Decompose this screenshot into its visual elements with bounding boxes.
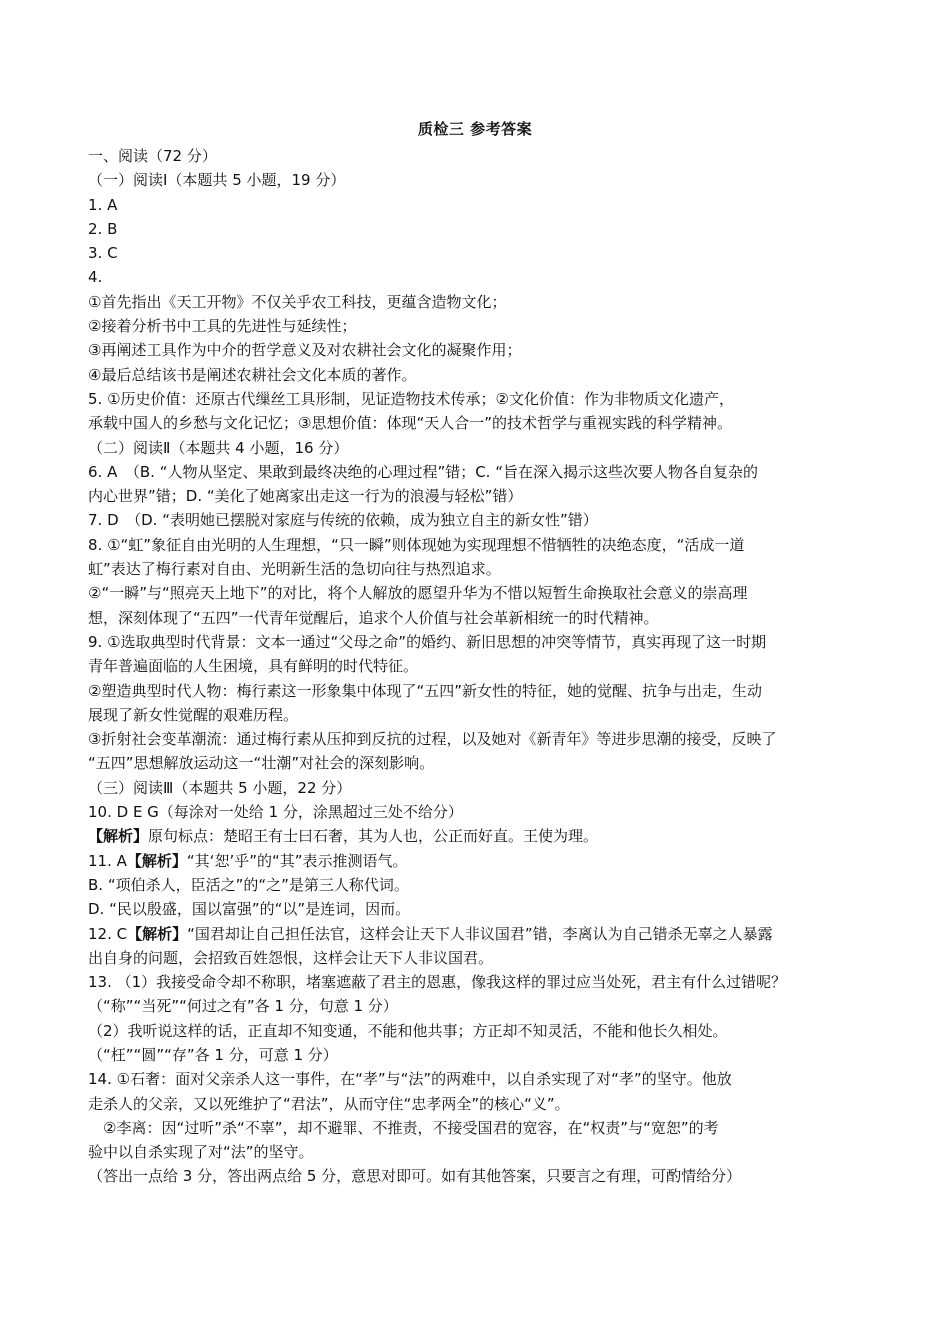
text-line: B. “项伯杀人，臣活之”的“之”是第三人称代词。 [88, 875, 409, 894]
text-line: ②接着分析书中工具的先进性与延续性； [88, 317, 357, 336]
text-line: （三）阅读Ⅲ（本题共 5 小题，22 分） [88, 778, 352, 797]
text-line: 3. C [88, 244, 118, 263]
text-line: 9. ①选取典型时代背景：文本一通过“父母之命”的婚约、新旧思想的冲突等情节，真实再现了这一时期 [88, 632, 767, 651]
text-line: ②李离：因“过听”杀“不辜”，却不避罪、不推责，不接受国君的宽容，在“权责”与“宽恕”的考 [88, 1118, 719, 1137]
text-line: “五四”思想解放运动这一“壮潮”对社会的深刻影响。 [88, 754, 435, 773]
text-line: 走杀人的父亲，又以死维护了“君法”，从而守住“忠孝两全”的核心“义”。 [88, 1094, 570, 1113]
text-line: 7. D （D. “表明她已摆脱对家庭与传统的依赖，成为独立自主的新女性”错） [88, 511, 598, 530]
text-line: ①首先指出《天工开物》不仅关乎农工科技，更蕴含造物文化； [88, 292, 507, 311]
text-line: 验中以自杀实现了对“法”的坚守。 [88, 1143, 314, 1162]
text-line: （2）我听说这样的话，正直却不知变通，不能和他共事；方正却不知灵活，不能和他长久相处。 [88, 1021, 728, 1040]
text-line: （一）阅读Ⅰ（本题共 5 小题，19 分） [88, 171, 346, 190]
text-line: 展现了新女性觉醒的艰难历程。 [88, 705, 299, 724]
text-line: ③折射社会变革潮流：通过梅行素从压抑到反抗的过程，以及她对《新青年》等进步思潮的接受，反映了 [88, 730, 777, 749]
text-line: 2. B [88, 219, 118, 238]
text-line: 【解析】原句标点：楚昭王有士曰石奢，其为人也，公正而好直。王使为理。 [88, 827, 599, 846]
text-line: 承载中国人的乡愁与文化记忆；③思想价值：体现“天人合一”的技术哲学与重视实践的科学精神。 [88, 414, 732, 433]
text-line: 4. [88, 268, 103, 287]
text-line: （“枉”“圆”“存”各 1 分，可意 1 分） [88, 1045, 338, 1064]
text-line: 8. ①“虹”象征自由光明的人生理想，“只一瞬”则体现她为实现理想不惜牺牲的决绝态度，“活成一道 [88, 535, 745, 554]
text-line: 出自身的问题，会招致百姓怨恨，这样会让天下人非议国君。 [88, 948, 494, 967]
text-line: 5. ①历史价值：还原古代缫丝工具形制，见证造物技术传承；②文化价值：作为非物质文化遗产， [88, 389, 734, 408]
text-line: 内心世界”错；D. “美化了她离家出走这一行为的浪漫与轻松”错） [88, 487, 523, 506]
text-line: （答出一点给 3 分，答出两点给 5 分，意思对即可。如有其他答案，只要言之有理，可酌情给分） [88, 1167, 742, 1186]
text-line: （二）阅读Ⅱ（本题共 4 小题，16 分） [88, 438, 349, 457]
text-line: 11. A【解析】“其‘恕’乎”的“其”表示推测语气。 [88, 851, 408, 870]
text-line: D. “民以殷盛，国以富强”的“以”是连词，因而。 [88, 900, 411, 919]
text-line: 想，深刻体现了“五四”一代青年觉醒后，追求个人价值与社会革新相统一的时代精神。 [88, 608, 659, 627]
text-line: 13. （1）我接受命令却不称职，堵塞遮蔽了君主的恩惠，像我这样的罪过应当处死，君主有什么过错呢？ [88, 973, 787, 992]
text-line: 一、阅读（72 分） [88, 147, 217, 165]
page-title: 质检三 参考答案 [417, 120, 533, 138]
text-line: 1. A [88, 195, 118, 214]
text-line: ③再阐述工具作为中介的哲学意义及对农耕社会文化的凝聚作用； [88, 341, 522, 360]
text-line: ②塑造典型时代人物：梅行素这一形象集中体现了“五四”新女性的特征，她的觉醒、抗争与出走，生动 [88, 681, 762, 700]
text-line: 6. A （B. “人物从坚定、果敢到最终决绝的心理过程”错；C. “旨在深入揭示这些次要人物各自复杂的 [88, 462, 758, 481]
text-line: 虹”表达了梅行素对自由、光明新生活的急切向往与热烈追求。 [88, 560, 501, 579]
text-line: 14. ①石奢：面对父亲杀人这一事件，在“孝”与“法”的两难中，以自杀实现了对“孝”的坚守。他放 [88, 1070, 732, 1089]
text-line: （“称”“当死”“何过之有”各 1 分，句意 1 分） [88, 997, 398, 1016]
text-line: 10. D E G（每涂对一处给 1 分，涂黑超过三处不给分） [88, 803, 463, 822]
text-line: ④最后总结该书是阐述农耕社会文化本质的著作。 [88, 365, 417, 384]
answer-body [88, 144, 868, 1189]
text-line: 青年普遍面临的人生困境，具有鲜明的时代特征。 [88, 657, 419, 676]
text-line: 12. C【解析】“国君却让自己担任法官，这样会让天下人非议国君”错，李离认为自己错杀无辜之人暴露 [88, 924, 773, 943]
text-line: ②“一瞬”与“照亮天上地下”的对比，将个人解放的愿望升华为不惜以短暂生命换取社会意义的崇高理 [88, 584, 748, 603]
